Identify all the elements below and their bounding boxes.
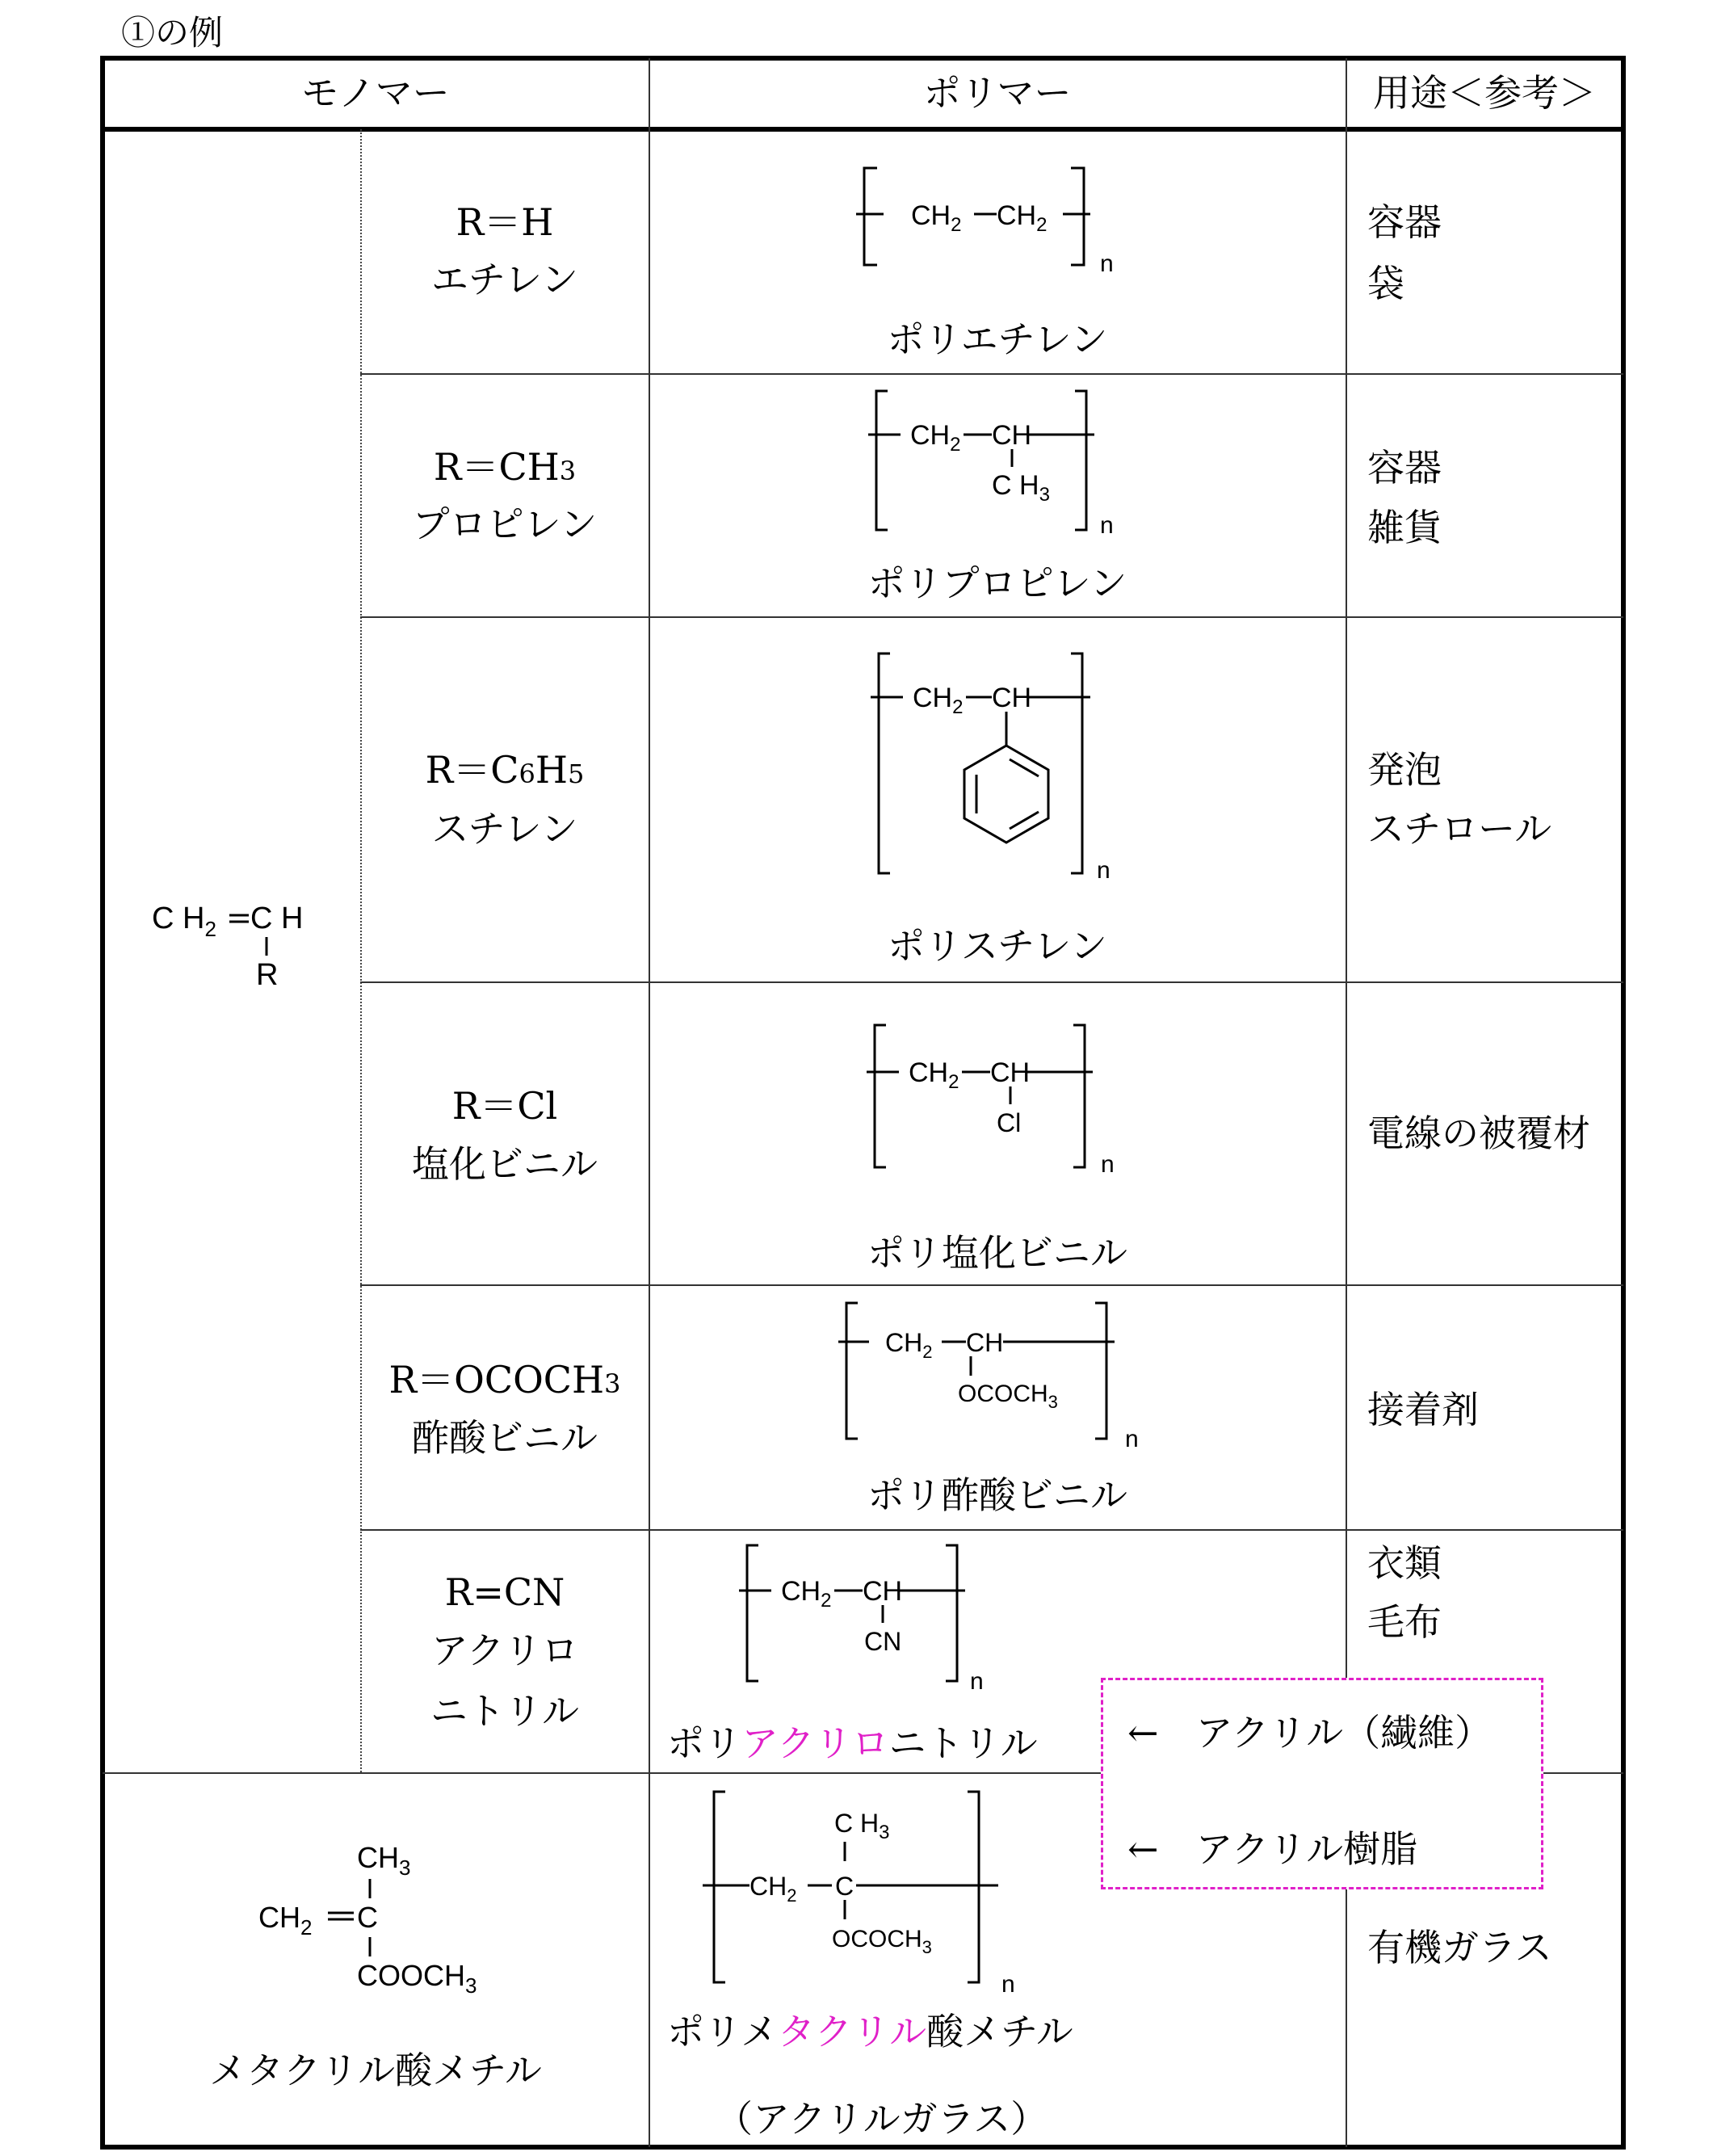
svg-text:OCOCH3: $OCOCH_3$ <box>958 1381 1058 1412</box>
svg-text:CH: CH <box>966 1328 1004 1357</box>
row5-polymer-name: ポリ酢酸ビニル <box>867 1473 1127 1517</box>
row3-r: R＝C6H5 <box>425 748 585 792</box>
row3-use-2: スチロール <box>1367 807 1552 851</box>
svg-text:CH2: $CH_2$ <box>781 1576 832 1612</box>
row7-polymer-alias: （アクリルガラス） <box>716 2097 1048 2141</box>
svg-text:CH3: $CH_3$ <box>357 1841 411 1880</box>
row5-monomer-name: 酢酸ビニル <box>412 1416 598 1460</box>
row4-r: R＝Cl <box>451 1084 558 1128</box>
svg-text:CH2: $CH_2$ <box>885 1328 933 1362</box>
row6-monomer-name-2: ニトリル <box>430 1689 579 1733</box>
row-divider-3 <box>360 981 1623 983</box>
svg-text:CH2: $CH_2$ <box>911 200 962 236</box>
svg-text:COOCH3: $COOCH_3$ <box>357 1959 477 1998</box>
svg-text:CN: CN <box>864 1627 902 1656</box>
svg-text:C H3: C $H_3$ <box>834 1809 890 1843</box>
svg-text:CH2: $CH_2$ <box>258 1901 313 1940</box>
row-divider-4 <box>360 1284 1623 1286</box>
row5-use-1: 接着剤 <box>1367 1388 1479 1431</box>
row6-use-2: 毛布 <box>1367 1600 1442 1644</box>
row1-polymer-name: ポリエチレン <box>887 317 1108 361</box>
row1-monomer-name: エチレン <box>431 258 578 301</box>
svg-text:CH: CH <box>992 420 1032 451</box>
row2-polymer-name: ポリプロピレン <box>867 561 1127 605</box>
row1-use-2: 袋 <box>1367 262 1404 305</box>
row2-monomer-name: プロピレン <box>412 502 598 546</box>
polyvinylchloride-formula <box>867 1022 1125 1178</box>
svg-text:CH: CH <box>863 1576 903 1607</box>
row3-use-1: 発泡 <box>1367 748 1442 792</box>
acrylic-note-box <box>1101 1678 1543 1889</box>
svg-text:C H: C H <box>250 901 304 935</box>
row1-use-1: 容器 <box>1367 200 1442 244</box>
row-divider-5 <box>360 1529 1623 1531</box>
row5-r: R＝OCOCH3 <box>388 1358 621 1402</box>
svg-text:CH: CH <box>990 1057 1031 1088</box>
svg-text:CH2: $CH_2$ <box>997 200 1048 236</box>
row2-use-1: 容器 <box>1367 446 1442 490</box>
polyethylene-formula <box>856 162 1131 283</box>
note-line-1: ← アクリル（繊維） <box>1127 1711 1493 1755</box>
polypropylene-formula <box>868 388 1127 541</box>
svg-text:OCOCH3: $OCOCH_3$ <box>832 1926 932 1957</box>
note-line-2: ← アクリル樹脂 <box>1127 1827 1418 1871</box>
header-polymer: ポリマー <box>923 71 1072 115</box>
svg-text:n: n <box>1101 1151 1115 1178</box>
header-divider <box>103 127 1623 132</box>
methyl-methacrylate-formula <box>257 1834 515 1998</box>
svg-text:CH2: $CH_2$ <box>910 420 961 456</box>
row6-r: R=CN <box>444 1570 565 1614</box>
vinyl-monomer-formula <box>145 893 323 998</box>
caption: ①の例 <box>121 13 224 53</box>
svg-text:CH: CH <box>992 683 1032 713</box>
row-divider-1 <box>360 373 1623 375</box>
svg-text:n: n <box>1100 250 1114 277</box>
row6-monomer-name-1: アクリロ <box>430 1629 579 1672</box>
row7-monomer-name: メタクリル酸メチル <box>209 2049 542 2092</box>
svg-text:C H3: C $H_3$ <box>992 470 1050 506</box>
svg-text:CH2: $CH_2$ <box>909 1057 959 1093</box>
svg-text:CH2: $CH_2$ <box>913 683 964 718</box>
svg-text:n: n <box>1100 512 1114 539</box>
polystyrene-formula <box>871 650 1129 893</box>
svg-text:n: n <box>1001 1971 1015 1998</box>
row3-monomer-name: スチレン <box>431 807 578 851</box>
svg-text:CH2: $CH_2$ <box>749 1872 797 1906</box>
header-use: 用途＜参考＞ <box>1373 71 1596 115</box>
row6-polymer-name: ポリアクリロニトリル <box>667 1721 1038 1765</box>
polymethylmethacrylate-formula <box>703 1785 1026 1998</box>
row7-use-1: 有機ガラス <box>1367 1926 1552 1969</box>
col-divider-monomer <box>360 129 362 1772</box>
polyvinylacetate-formula <box>838 1297 1161 1450</box>
header-monomer: モノマー <box>301 71 450 115</box>
row4-monomer-name: 塩化ビニル <box>412 1142 598 1186</box>
polyacrylonitrile-formula <box>739 1539 997 1695</box>
svg-text:C: C <box>835 1872 854 1901</box>
row2-r: R＝CH3 <box>433 445 577 489</box>
svg-text:Cl: Cl <box>997 1108 1022 1137</box>
svg-text:n: n <box>1097 857 1111 884</box>
col-divider-polymer <box>649 58 650 2147</box>
row2-use-2: 雑貨 <box>1367 506 1442 549</box>
row3-polymer-name: ポリスチレン <box>887 924 1108 968</box>
row4-polymer-name: ポリ塩化ビニル <box>867 1231 1127 1275</box>
row1-r: R＝H <box>456 200 554 244</box>
row7-polymer-name: ポリメタクリル酸メチル <box>667 2010 1073 2053</box>
svg-text:R: R <box>256 958 279 992</box>
row-divider-2 <box>360 616 1623 618</box>
row6-use-1: 衣類 <box>1367 1541 1442 1585</box>
svg-text:n: n <box>1125 1426 1139 1452</box>
svg-text:C H2: C $H_2$ <box>152 901 216 941</box>
row4-use-1: 電線の被覆材 <box>1367 1112 1590 1155</box>
svg-text:C: C <box>357 1901 378 1934</box>
svg-text:n: n <box>970 1668 984 1695</box>
